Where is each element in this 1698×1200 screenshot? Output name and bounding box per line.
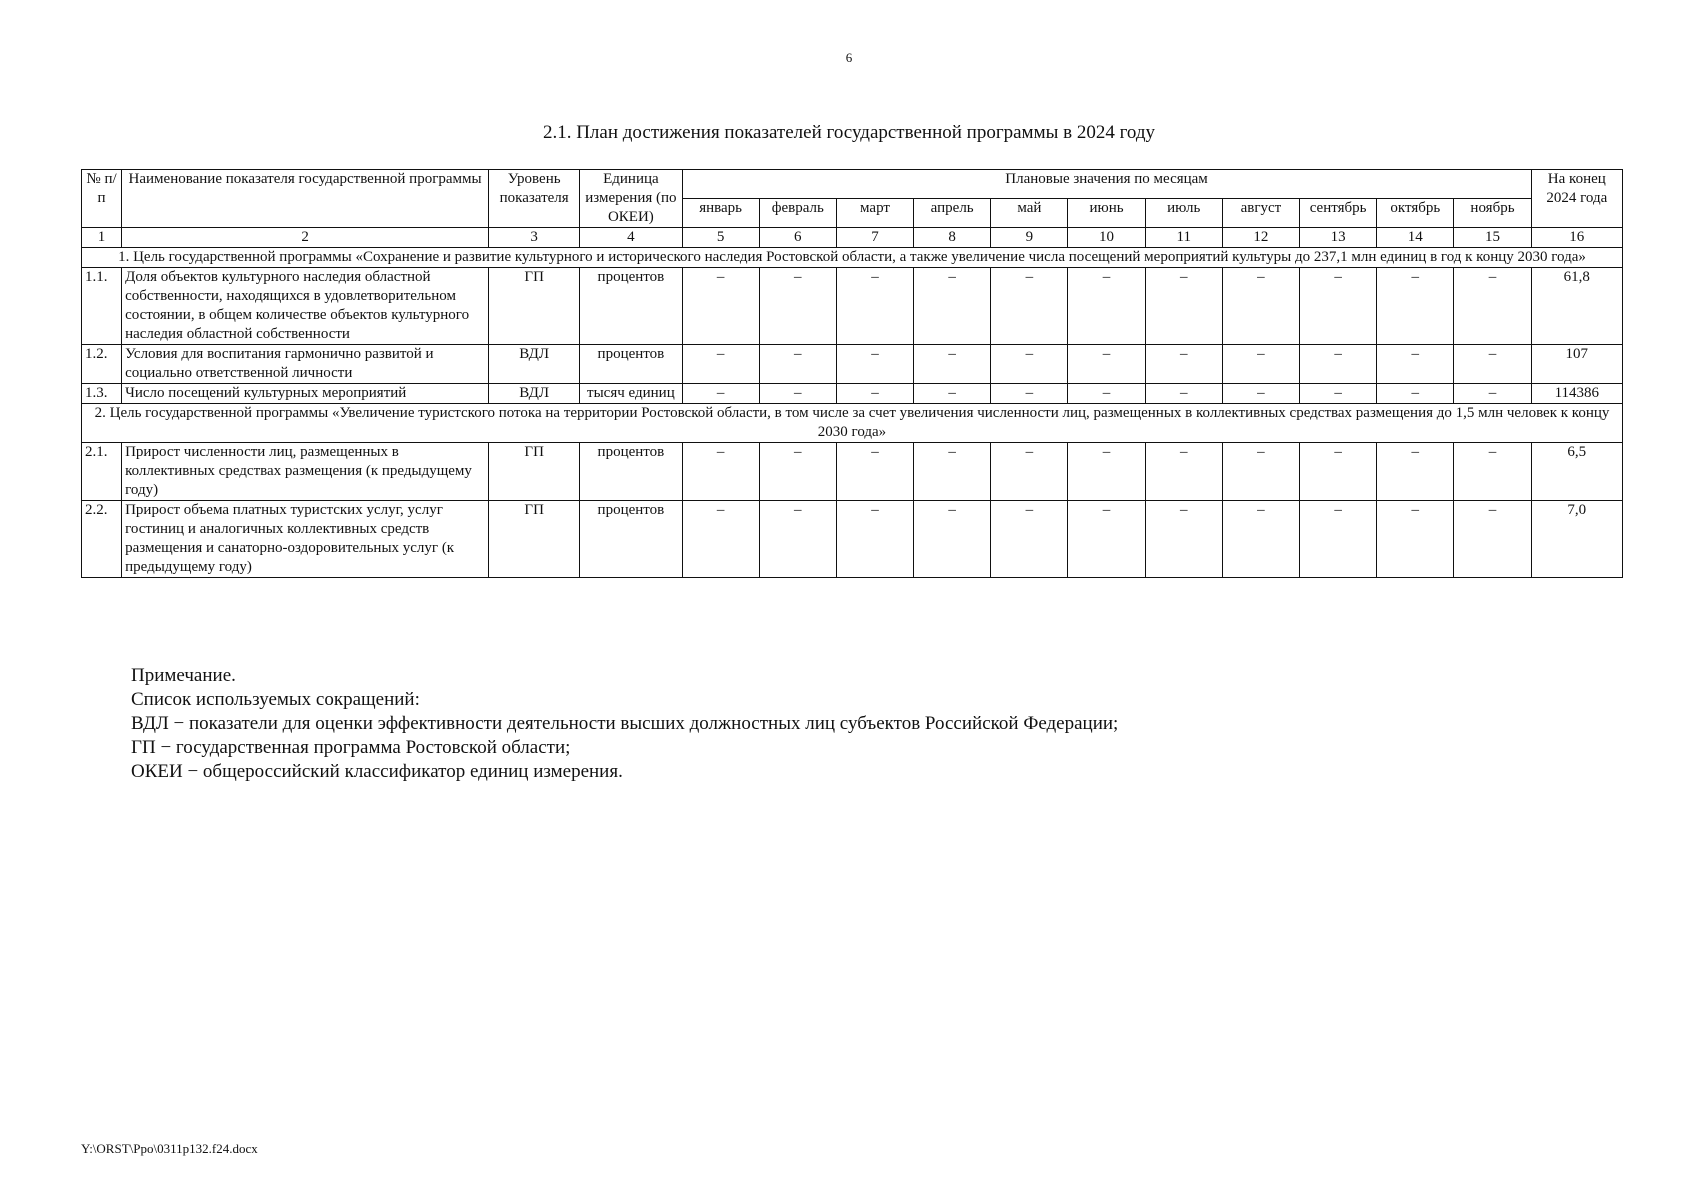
monthly-value: –	[759, 384, 836, 404]
monthly-value: –	[836, 268, 913, 345]
header-month: июль	[1145, 199, 1222, 228]
header-month: ноябрь	[1454, 199, 1531, 228]
indicator-level: ВДЛ	[489, 384, 580, 404]
column-number: 3	[489, 228, 580, 248]
header-name: Наименование показателя государственной программы	[122, 170, 489, 228]
indicator-plan-table	[81, 169, 1623, 578]
column-number: 8	[914, 228, 991, 248]
monthly-value: –	[682, 345, 759, 384]
monthly-value: –	[914, 443, 991, 501]
note-heading: Примечание.	[131, 665, 236, 686]
header-month: апрель	[914, 199, 991, 228]
table-row	[82, 345, 1623, 384]
column-number: 5	[682, 228, 759, 248]
monthly-value: –	[682, 268, 759, 345]
monthly-value: –	[914, 501, 991, 578]
monthly-value: –	[1145, 443, 1222, 501]
monthly-value: –	[682, 384, 759, 404]
header-month: октябрь	[1377, 199, 1454, 228]
header-month: май	[991, 199, 1068, 228]
monthly-value: –	[991, 268, 1068, 345]
monthly-value: –	[1222, 268, 1299, 345]
header-month: сентябрь	[1300, 199, 1377, 228]
monthly-value: –	[1068, 501, 1145, 578]
year-end-value: 6,5	[1531, 443, 1622, 501]
monthly-value: –	[759, 501, 836, 578]
table-row	[82, 268, 1623, 345]
indicator-number: 1.1.	[82, 268, 122, 345]
monthly-value: –	[1454, 501, 1531, 578]
column-numbers-row	[82, 228, 1623, 248]
monthly-value: –	[991, 443, 1068, 501]
monthly-value: –	[1068, 443, 1145, 501]
monthly-value: –	[1222, 443, 1299, 501]
monthly-value: –	[1145, 501, 1222, 578]
monthly-value: –	[1377, 345, 1454, 384]
monthly-value: –	[836, 384, 913, 404]
column-number: 13	[1300, 228, 1377, 248]
indicator-unit: тысяч единиц	[580, 384, 682, 404]
header-planned: Плановые значения по месяцам	[682, 170, 1531, 199]
indicator-level: ГП	[489, 268, 580, 345]
monthly-value: –	[991, 384, 1068, 404]
header-num: № п/п	[82, 170, 122, 228]
monthly-value: –	[759, 345, 836, 384]
monthly-value: –	[682, 443, 759, 501]
column-number: 1	[82, 228, 122, 248]
monthly-value: –	[1377, 384, 1454, 404]
column-number: 16	[1531, 228, 1622, 248]
monthly-value: –	[1300, 501, 1377, 578]
monthly-value: –	[836, 443, 913, 501]
monthly-value: –	[759, 443, 836, 501]
monthly-value: –	[1222, 501, 1299, 578]
monthly-value: –	[1454, 345, 1531, 384]
monthly-value: –	[914, 268, 991, 345]
header-month: февраль	[759, 199, 836, 228]
indicator-name: Прирост объема платных туристских услуг, услуг гостиниц и аналогичных коллективных средств размещения и санаторно-оздоровительных услуг (к предыдущему году)	[122, 501, 489, 578]
indicator-unit: процентов	[580, 501, 682, 578]
monthly-value: –	[991, 345, 1068, 384]
header-unit: Единица измерения (по ОКЕИ)	[580, 170, 682, 228]
column-number: 6	[759, 228, 836, 248]
year-end-value: 61,8	[1531, 268, 1622, 345]
column-number: 4	[580, 228, 682, 248]
table-row	[82, 443, 1623, 501]
year-end-value: 107	[1531, 345, 1622, 384]
note-line: ОКЕИ − общероссийский классификатор единиц измерения.	[131, 761, 623, 782]
monthly-value: –	[1068, 345, 1145, 384]
goal-row	[82, 404, 1623, 443]
column-number: 15	[1454, 228, 1531, 248]
monthly-value: –	[1300, 268, 1377, 345]
indicator-unit: процентов	[580, 268, 682, 345]
header-month: июнь	[1068, 199, 1145, 228]
indicator-number: 1.2.	[82, 345, 122, 384]
goal-text: 2. Цель государственной программы «Увеличение туристского потока на территории Ростовской области, в том числе за счет увеличения численности лиц, размещенных в коллективных средствах размещения до 1,5 млн человек к концу 2030 года»	[82, 404, 1623, 443]
monthly-value: –	[1068, 384, 1145, 404]
monthly-value: –	[836, 501, 913, 578]
column-number: 7	[836, 228, 913, 248]
monthly-value: –	[914, 345, 991, 384]
column-number: 9	[991, 228, 1068, 248]
header-row-1	[82, 170, 1623, 199]
column-number: 2	[122, 228, 489, 248]
indicator-level: ГП	[489, 443, 580, 501]
indicator-level: ВДЛ	[489, 345, 580, 384]
monthly-value: –	[1377, 501, 1454, 578]
indicator-unit: процентов	[580, 443, 682, 501]
monthly-value: –	[1300, 384, 1377, 404]
monthly-value: –	[991, 501, 1068, 578]
monthly-value: –	[1068, 268, 1145, 345]
document-title: 2.1. План достижения показателей государственной программы в 2024 году	[542, 122, 1156, 143]
monthly-value: –	[1222, 345, 1299, 384]
monthly-value: –	[1454, 384, 1531, 404]
header-month: август	[1222, 199, 1299, 228]
column-number: 12	[1222, 228, 1299, 248]
monthly-value: –	[914, 384, 991, 404]
goal-row	[82, 248, 1623, 268]
monthly-value: –	[1377, 443, 1454, 501]
monthly-value: –	[759, 268, 836, 345]
footer-file-path: Y:\ORST\Ppo\0311p132.f24.docx	[81, 1141, 258, 1156]
monthly-value: –	[1454, 443, 1531, 501]
indicator-number: 1.3.	[82, 384, 122, 404]
monthly-value: –	[1377, 268, 1454, 345]
indicator-name: Условия для воспитания гармонично развитой и социально ответственной личности	[122, 345, 489, 384]
note-subheading: Список используемых сокращений:	[131, 689, 420, 710]
page-number: 6	[845, 50, 853, 65]
indicator-number: 2.2.	[82, 501, 122, 578]
indicator-name: Число посещений культурных мероприятий	[122, 384, 489, 404]
table-row	[82, 384, 1623, 404]
year-end-value: 114386	[1531, 384, 1622, 404]
indicator-level: ГП	[489, 501, 580, 578]
note-line: ГП − государственная программа Ростовской области;	[131, 737, 571, 758]
note	[131, 664, 1118, 784]
indicator-name: Прирост численности лиц, размещенных в коллективных средствах размещения (к предыдущему году)	[122, 443, 489, 501]
note-line: ВДЛ − показатели для оценки эффективности деятельности высших должностных лиц субъектов Российской Федерации;	[131, 713, 1119, 734]
indicator-unit: процентов	[580, 345, 682, 384]
monthly-value: –	[1454, 268, 1531, 345]
goal-text: 1. Цель государственной программы «Сохранение и развитие культурного и исторического наследия Ростовской области, а также увеличение числа посещений мероприятий культуры до 237,1 млн единиц в год к концу 2030 года»	[82, 248, 1623, 268]
header-level: Уровень показателя	[489, 170, 580, 228]
monthly-value: –	[1145, 268, 1222, 345]
header-month: январь	[682, 199, 759, 228]
indicator-name: Доля объектов культурного наследия областной собственности, находящихся в удовлетворительном состоянии, в общем количестве объектов культурного наследия областной собственности	[122, 268, 489, 345]
header-end: На конец 2024 года	[1531, 170, 1622, 228]
indicator-number: 2.1.	[82, 443, 122, 501]
column-number: 11	[1145, 228, 1222, 248]
header-month: март	[836, 199, 913, 228]
table-row	[82, 501, 1623, 578]
monthly-value: –	[1300, 443, 1377, 501]
monthly-value: –	[682, 501, 759, 578]
column-number: 10	[1068, 228, 1145, 248]
column-number: 14	[1377, 228, 1454, 248]
monthly-value: –	[836, 345, 913, 384]
table-body	[82, 248, 1623, 578]
monthly-value: –	[1145, 384, 1222, 404]
monthly-value: –	[1222, 384, 1299, 404]
year-end-value: 7,0	[1531, 501, 1622, 578]
monthly-value: –	[1145, 345, 1222, 384]
note-lines	[131, 712, 1118, 784]
monthly-value: –	[1300, 345, 1377, 384]
